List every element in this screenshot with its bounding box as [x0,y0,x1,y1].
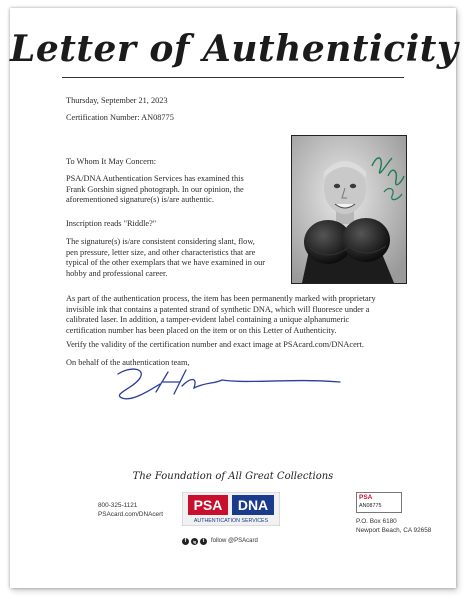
footer-contact [98,502,163,519]
paragraph-line: hobby and professional career. [66,268,168,278]
paragraph-line: aforementioned signature(s) is/are authentic. [66,195,214,205]
instagram-icon[interactable]: ig [192,538,197,544]
authenticator-signature [110,364,350,404]
logo-subtitle: AUTHENTICATION SERVICES [193,518,269,524]
label-logo: PSA [359,494,373,501]
paragraph-examination [66,174,282,206]
facebook-icon[interactable]: f [182,538,189,545]
photograph-image [292,136,406,283]
verify-line: Verify the validity of the certification number and exact image at PSAcard.com/DNAcert. [66,340,364,349]
tamper-evident-label [356,492,402,513]
title-divider [62,77,404,78]
paragraph-line: certification number has been placed on the item or on this Letter of Authenticity. [66,325,337,335]
city-line: Newport Beach, CA 92658 [356,526,432,534]
letter-date: Thursday, September 21, 2023 [66,96,168,105]
twitter-icon[interactable]: t [200,538,207,545]
behalf-line: On behalf of the authentication team, [66,358,190,367]
paragraph-dna-process [66,294,406,336]
paragraph-line: The signature(s) is/are consistent considering slant, flow, [66,237,255,246]
phone-number: 800-325-1121 [98,502,138,509]
salutation: To Whom It May Concern: [66,157,157,166]
label-cert-number: AN08775 [359,503,382,509]
po-box: P.O. Box 6180 [356,518,397,525]
paragraph-line: PSA/DNA Authentication Services has examined this [66,174,244,183]
paragraph-line: invisible ink that contains a patented strand of synthetic DNA, which will fluoresce under a [66,304,370,314]
website-link[interactable]: PSAcard.com/DNAcert [98,510,163,518]
social-handle: follow @PSAcard [211,538,258,544]
letter-title: Letter of Authenticity [10,28,459,70]
paragraph-line: typical of the other exemplars that we have examined in our [66,258,266,268]
paragraph-line: Frank Gorshin signed photograph. In our opinion, the [66,184,244,194]
paragraph-line: As part of the authentication process, the item has been permanently marked with proprietary [66,294,376,303]
certification-number: Certification Number: AN08775 [66,113,174,122]
signed-photograph [291,135,407,284]
logo-psa-text: PSA [193,497,223,513]
psa-dna-logo [182,492,280,526]
paragraph-line: calibrated laser. In addition, a tamper-evident label containing a unique alphanumeric [66,315,350,325]
social-bar [182,536,282,546]
inscription-text: Inscription reads "Riddle?" [66,219,157,228]
letter-page [10,8,459,588]
paragraph-consistency [66,237,282,279]
footer-address [356,518,431,535]
paragraph-line: pen pressure, letter size, and other characteristics that are [66,247,256,257]
footer-tagline: The Foundation of All Great Collections [132,471,334,482]
logo-dna-text: DNA [237,497,269,513]
